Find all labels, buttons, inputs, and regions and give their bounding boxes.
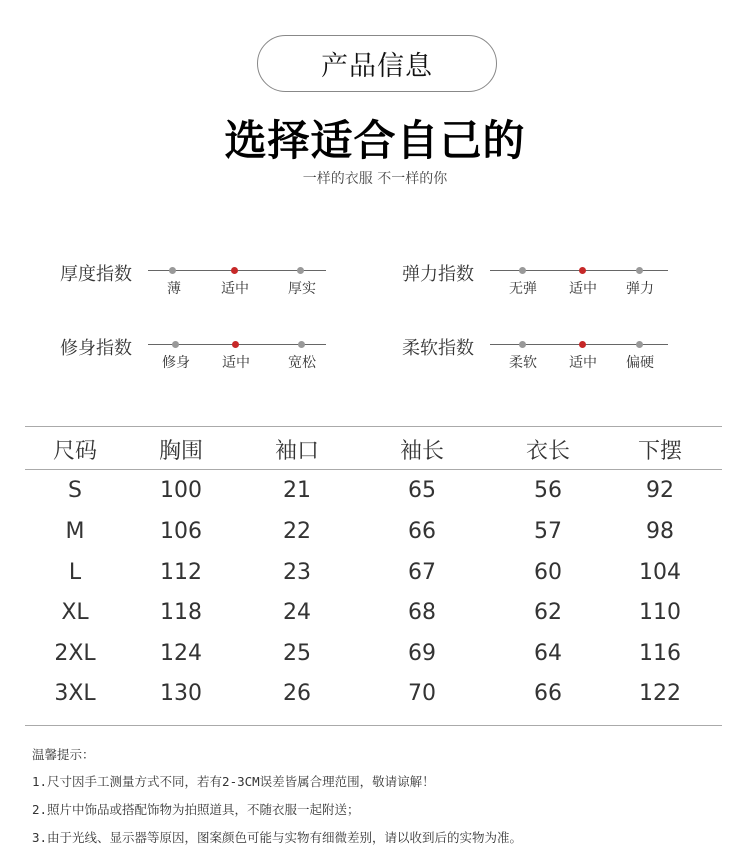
indicator-dot-selected xyxy=(579,341,586,348)
table-cell: S xyxy=(68,478,82,503)
table-cell: XL xyxy=(61,600,89,625)
indicator-option: 宽松 xyxy=(288,355,316,371)
table-cell: 22 xyxy=(283,519,311,544)
notes-title: 温馨提示： xyxy=(32,747,95,762)
note-item: 2.照片中饰品或搭配饰物为拍照道具，不随衣服一起附送； xyxy=(32,802,360,817)
table-cell: 70 xyxy=(408,681,436,706)
indicator-option: 弹力 xyxy=(626,281,654,297)
indicator-label: 厚度指数 xyxy=(60,264,132,285)
table-cell: 64 xyxy=(534,641,562,666)
table-cell: 2XL xyxy=(54,641,96,666)
indicator-dot xyxy=(297,267,304,274)
table-cell: 26 xyxy=(283,681,311,706)
table-cell: 106 xyxy=(160,519,202,544)
indicator-dot xyxy=(298,341,305,348)
table-cell: 57 xyxy=(534,519,562,544)
table-cell: 116 xyxy=(639,641,681,666)
table-header-size: 尺码 xyxy=(52,439,98,464)
table-cell: 25 xyxy=(283,641,311,666)
indicator-dot xyxy=(519,267,526,274)
table-header-chest: 胸围 xyxy=(158,439,204,464)
headline: 选择适合自己的 xyxy=(224,116,526,165)
indicator-dot xyxy=(172,341,179,348)
table-cell: 62 xyxy=(534,600,562,625)
table-cell: 100 xyxy=(160,478,202,503)
table-header-hem: 下摆 xyxy=(637,439,683,464)
indicator-option: 修身 xyxy=(162,355,190,371)
indicator-label: 修身指数 xyxy=(60,338,132,359)
indicator-label: 柔软指数 xyxy=(402,338,474,359)
indicator-label: 弹力指数 xyxy=(402,264,474,285)
indicator-dot xyxy=(169,267,176,274)
indicator-option: 偏硬 xyxy=(626,355,654,371)
table-cell: 69 xyxy=(408,641,436,666)
table-cell: 98 xyxy=(646,519,674,544)
product-info-title-pill xyxy=(257,35,497,92)
table-bottom-border xyxy=(25,725,722,726)
indicator-option-selected: 适中 xyxy=(569,355,597,371)
table-cell: 66 xyxy=(534,681,562,706)
table-top-border xyxy=(25,426,722,427)
table-cell: 67 xyxy=(408,560,436,585)
indicator-dot-selected xyxy=(232,341,239,348)
table-cell: L xyxy=(68,560,82,585)
table-cell: 112 xyxy=(160,560,202,585)
indicator-option-selected: 适中 xyxy=(569,281,597,297)
indicator-option: 薄 xyxy=(167,281,181,297)
table-cell: 110 xyxy=(639,600,681,625)
table-header-cuff: 袖口 xyxy=(274,439,320,464)
table-cell: 21 xyxy=(283,478,311,503)
indicator-dot-selected xyxy=(579,267,586,274)
table-cell: 3XL xyxy=(54,681,96,706)
table-cell: 118 xyxy=(160,600,202,625)
indicator-option-selected: 适中 xyxy=(221,281,249,297)
table-cell: M xyxy=(65,519,85,544)
indicator-dot xyxy=(636,341,643,348)
subheadline: 一样的衣服 不一样的你 xyxy=(302,171,448,187)
note-item: 3.由于光线、显示器等原因，图案颜色可能与实物有细微差别，请以收到后的实物为准。 xyxy=(32,830,523,845)
table-cell: 122 xyxy=(639,681,681,706)
table-cell: 104 xyxy=(639,560,681,585)
table-header-divider xyxy=(25,469,722,470)
indicator-option: 厚实 xyxy=(288,281,316,297)
table-cell: 23 xyxy=(283,560,311,585)
table-cell: 60 xyxy=(534,560,562,585)
indicator-dot xyxy=(519,341,526,348)
table-cell: 56 xyxy=(534,478,562,503)
table-header-sleeve-length: 袖长 xyxy=(399,439,445,464)
indicator-option-selected: 适中 xyxy=(222,355,250,371)
product-info-title: 产品信息 xyxy=(321,51,433,82)
table-cell: 68 xyxy=(408,600,436,625)
table-cell: 130 xyxy=(160,681,202,706)
indicator-dot xyxy=(636,267,643,274)
table-cell: 24 xyxy=(283,600,311,625)
table-cell: 65 xyxy=(408,478,436,503)
table-cell: 124 xyxy=(160,641,202,666)
table-cell: 92 xyxy=(646,478,674,503)
indicator-option: 无弹 xyxy=(509,281,537,297)
table-header-body-length: 衣长 xyxy=(525,439,571,464)
table-cell: 66 xyxy=(408,519,436,544)
indicator-dot-selected xyxy=(231,267,238,274)
note-item: 1.尺寸因手工测量方式不同，若有2-3CM误差皆属合理范围，敬请谅解！ xyxy=(32,774,435,789)
indicator-option: 柔软 xyxy=(509,355,537,371)
